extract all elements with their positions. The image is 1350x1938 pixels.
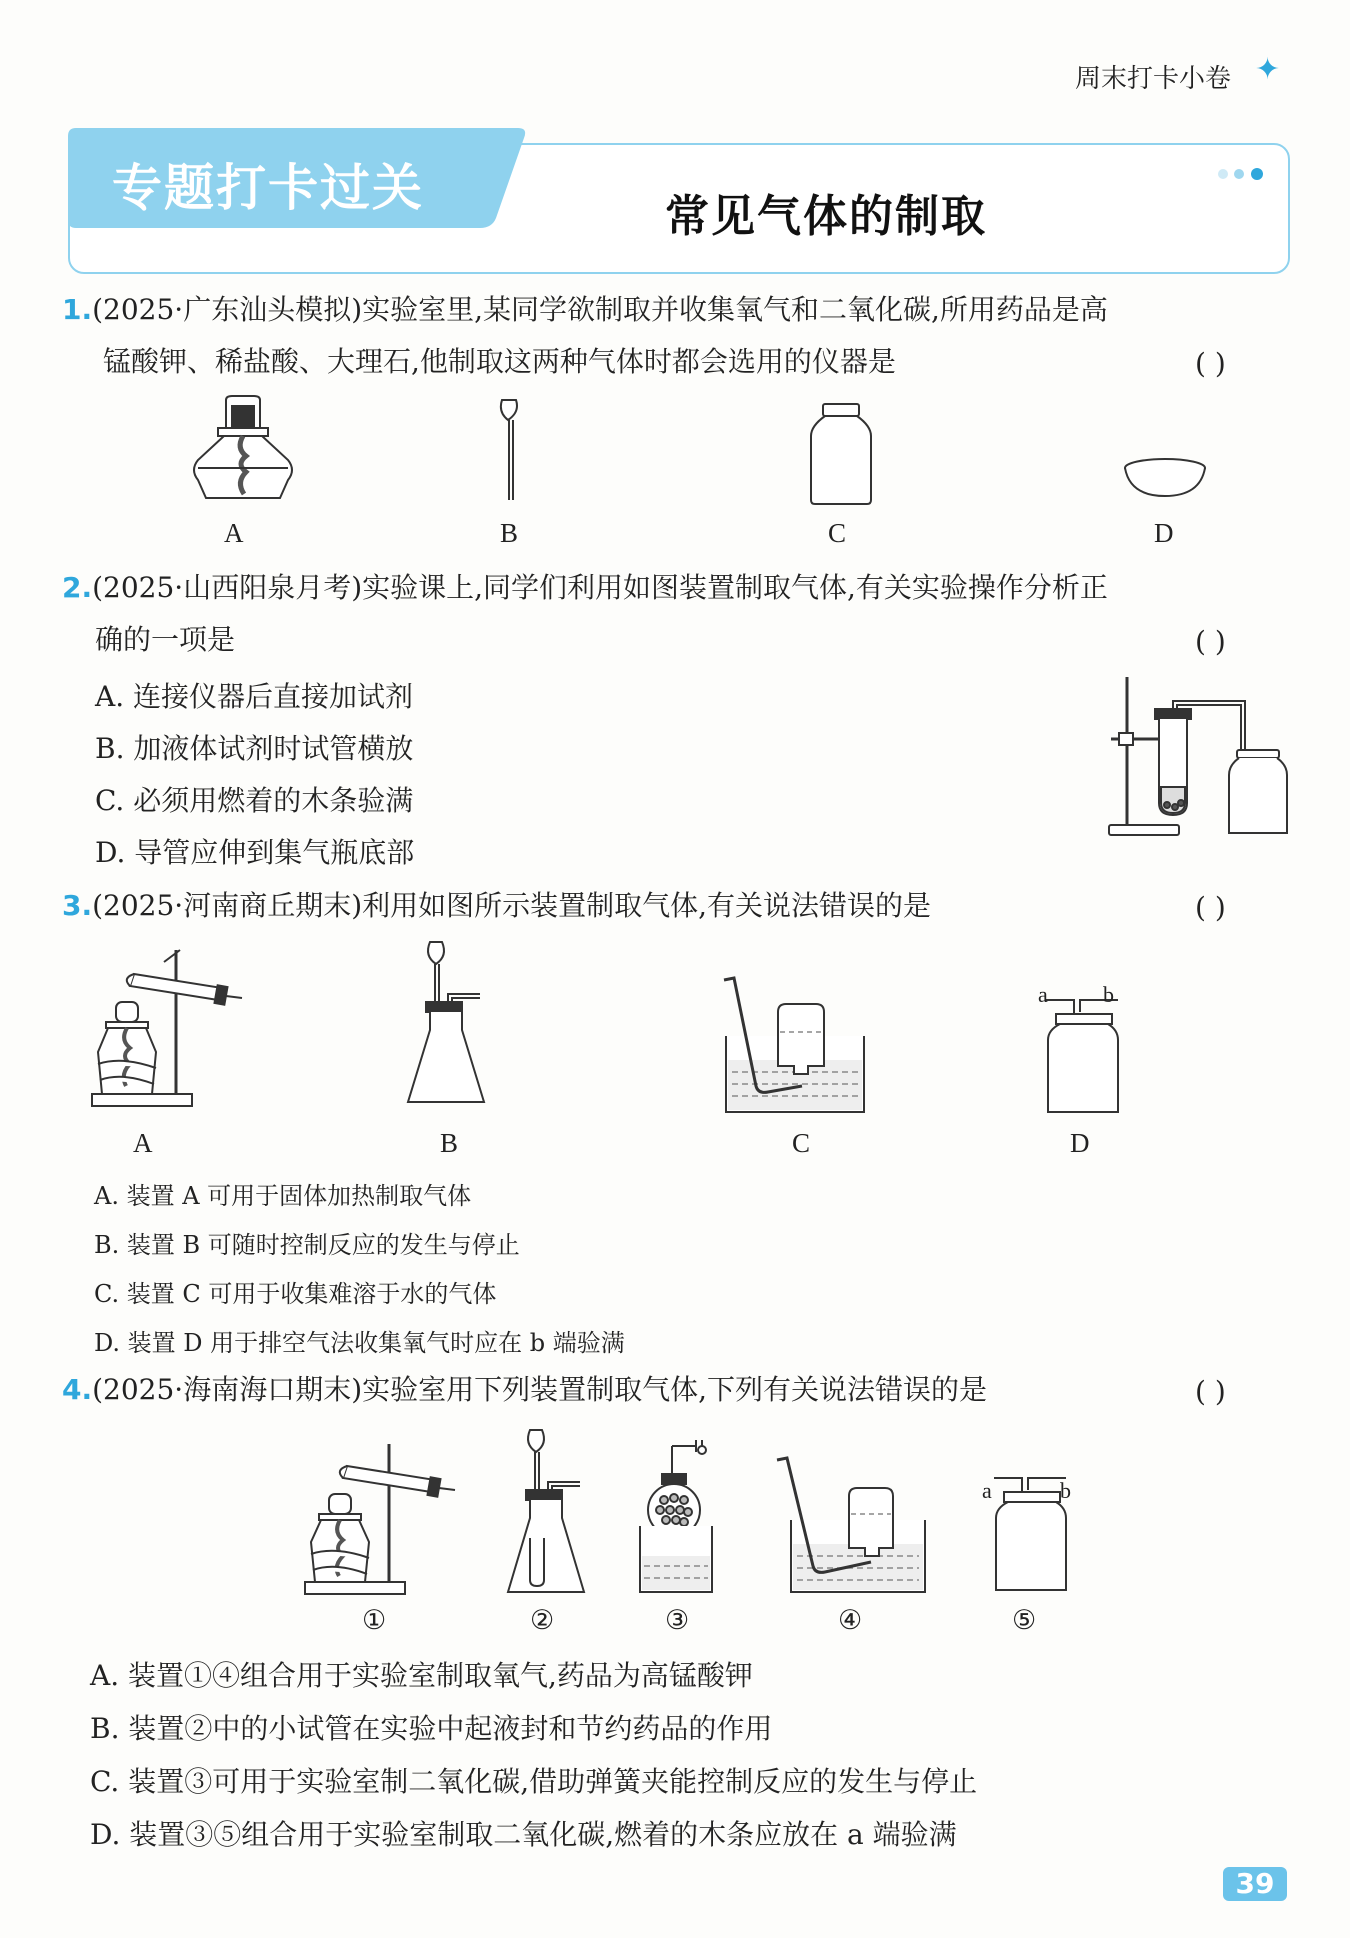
q2-option-d[interactable]: D. 导管应伸到集气瓶底部 [95, 836, 415, 869]
q4-label-3: ③ [665, 1605, 690, 1635]
q4-option-b[interactable]: B. 装置②中的小试管在实验中起液封和节约药品的作用 [90, 1712, 773, 1745]
q1-stem: (2025·广东汕头模拟)实验室里,某同学欲制取并收集氧气和二氧化碳,所用药品是高 [92, 293, 1108, 326]
q3-line1 [62, 880, 931, 932]
q4-label-4: ④ [838, 1605, 863, 1635]
q2-option-b[interactable]: B. 加液体试剂时试管横放 [95, 732, 414, 765]
q4-option-a[interactable]: A. 装置①④组合用于实验室制取氧气,药品为高锰酸钾 [90, 1659, 753, 1692]
q1-label-a: A [224, 518, 244, 548]
q2-stem: (2025·山西阳泉月考)实验课上,同学们利用如图装置制取气体,有关实验操作分析正 [92, 571, 1108, 604]
q2-answer-bracket[interactable]: ( ) [1195, 625, 1226, 658]
q2-option-c[interactable]: C. 必须用燃着的木条验满 [95, 784, 414, 817]
q3-port-b: b [1103, 982, 1114, 1007]
q4-port-b: b [1060, 1478, 1071, 1503]
q4-port-a: a [982, 1478, 992, 1503]
q4-number: 4. [62, 1373, 93, 1406]
q3-water-collection-figure [722, 976, 872, 1116]
q3-label-a: A [133, 1128, 153, 1158]
q1-line2: 锰酸钾、稀盐酸、大理石,他制取这两种气体时都会选用的仪器是 [103, 345, 896, 378]
q1-number: 1. [62, 293, 93, 326]
q4-heating-apparatus-figure [305, 1440, 465, 1600]
q2-option-a[interactable]: A. 连接仪器后直接加试剂 [95, 680, 414, 713]
q3-number: 3. [62, 889, 93, 922]
q1-label-d: D [1154, 518, 1174, 548]
q3-option-a[interactable]: A. 装置 A 可用于固体加热制取气体 [94, 1182, 472, 1210]
evaporating-dish-figure [1120, 456, 1210, 506]
series-label: 周末打卡小卷 [1075, 64, 1232, 94]
q3-option-d[interactable]: D. 装置 D 用于排空气法收集氧气时应在 b 端验满 [94, 1329, 625, 1357]
q1-label-b: B [500, 518, 519, 548]
q3-label-d: D [1070, 1128, 1090, 1158]
q4-option-c[interactable]: C. 装置③可用于实验室制二氧化碳,借助弹簧夹能控制反应的发生与停止 [90, 1765, 978, 1798]
q3-heating-apparatus-figure [92, 944, 252, 1114]
page-number-badge: 39 [1223, 1867, 1287, 1901]
q3-stem: (2025·河南商丘期末)利用如图所示装置制取气体,有关说法错误的是 [92, 889, 932, 922]
q2-line1 [62, 562, 1108, 614]
q2-line2: 确的一项是 [95, 623, 236, 656]
q4-label-5: ⑤ [1012, 1605, 1037, 1635]
q1-label-c: C [828, 518, 847, 548]
q3-option-b[interactable]: B. 装置 B 可随时控制反应的发生与停止 [94, 1231, 520, 1259]
q3-label-c: C [792, 1128, 811, 1158]
q4-water-collection-figure [775, 1456, 925, 1596]
q4-option-d[interactable]: D. 装置③⑤组合用于实验室制取二氧化碳,燃着的木条应放在 a 端验满 [90, 1818, 957, 1851]
q3-port-a: a [1038, 982, 1048, 1007]
long-neck-funnel-figure [490, 398, 530, 508]
gas-jar-figure [807, 402, 877, 512]
q1-line1 [62, 284, 1108, 336]
q3-erlenmeyer-apparatus-figure [402, 940, 502, 1110]
alcohol-lamp-figure [188, 398, 298, 508]
q4-answer-bracket[interactable]: ( ) [1195, 1375, 1226, 1408]
q3-option-c[interactable]: C. 装置 C 可用于收集难溶于水的气体 [94, 1280, 497, 1308]
q3-gas-bottle-figure [1038, 978, 1128, 1118]
q1-answer-bracket[interactable]: ( ) [1195, 347, 1226, 380]
page-title: 常见气体的制取 [665, 191, 987, 242]
q4-gas-bottle-figure [986, 1456, 1076, 1596]
q4-beaker-dryer-figure [636, 1436, 736, 1596]
q4-line1 [62, 1364, 987, 1416]
q4-stem: (2025·海南海口期末)实验室用下列装置制取气体,下列有关说法错误的是 [92, 1373, 988, 1406]
header-tab-label: 专题打卡过关 [112, 159, 424, 217]
sparkle-icon: ✦ [1255, 52, 1281, 87]
q3-answer-bracket[interactable]: ( ) [1195, 891, 1226, 924]
q4-label-2: ② [530, 1605, 555, 1635]
q3-label-b: B [440, 1128, 459, 1158]
q4-erlenmeyer-small-tube-figure [502, 1428, 602, 1598]
q4-label-1: ① [362, 1605, 387, 1635]
q2-number: 2. [62, 571, 93, 604]
q2-apparatus-figure [1105, 675, 1295, 845]
header-dots-decoration [1215, 166, 1275, 182]
